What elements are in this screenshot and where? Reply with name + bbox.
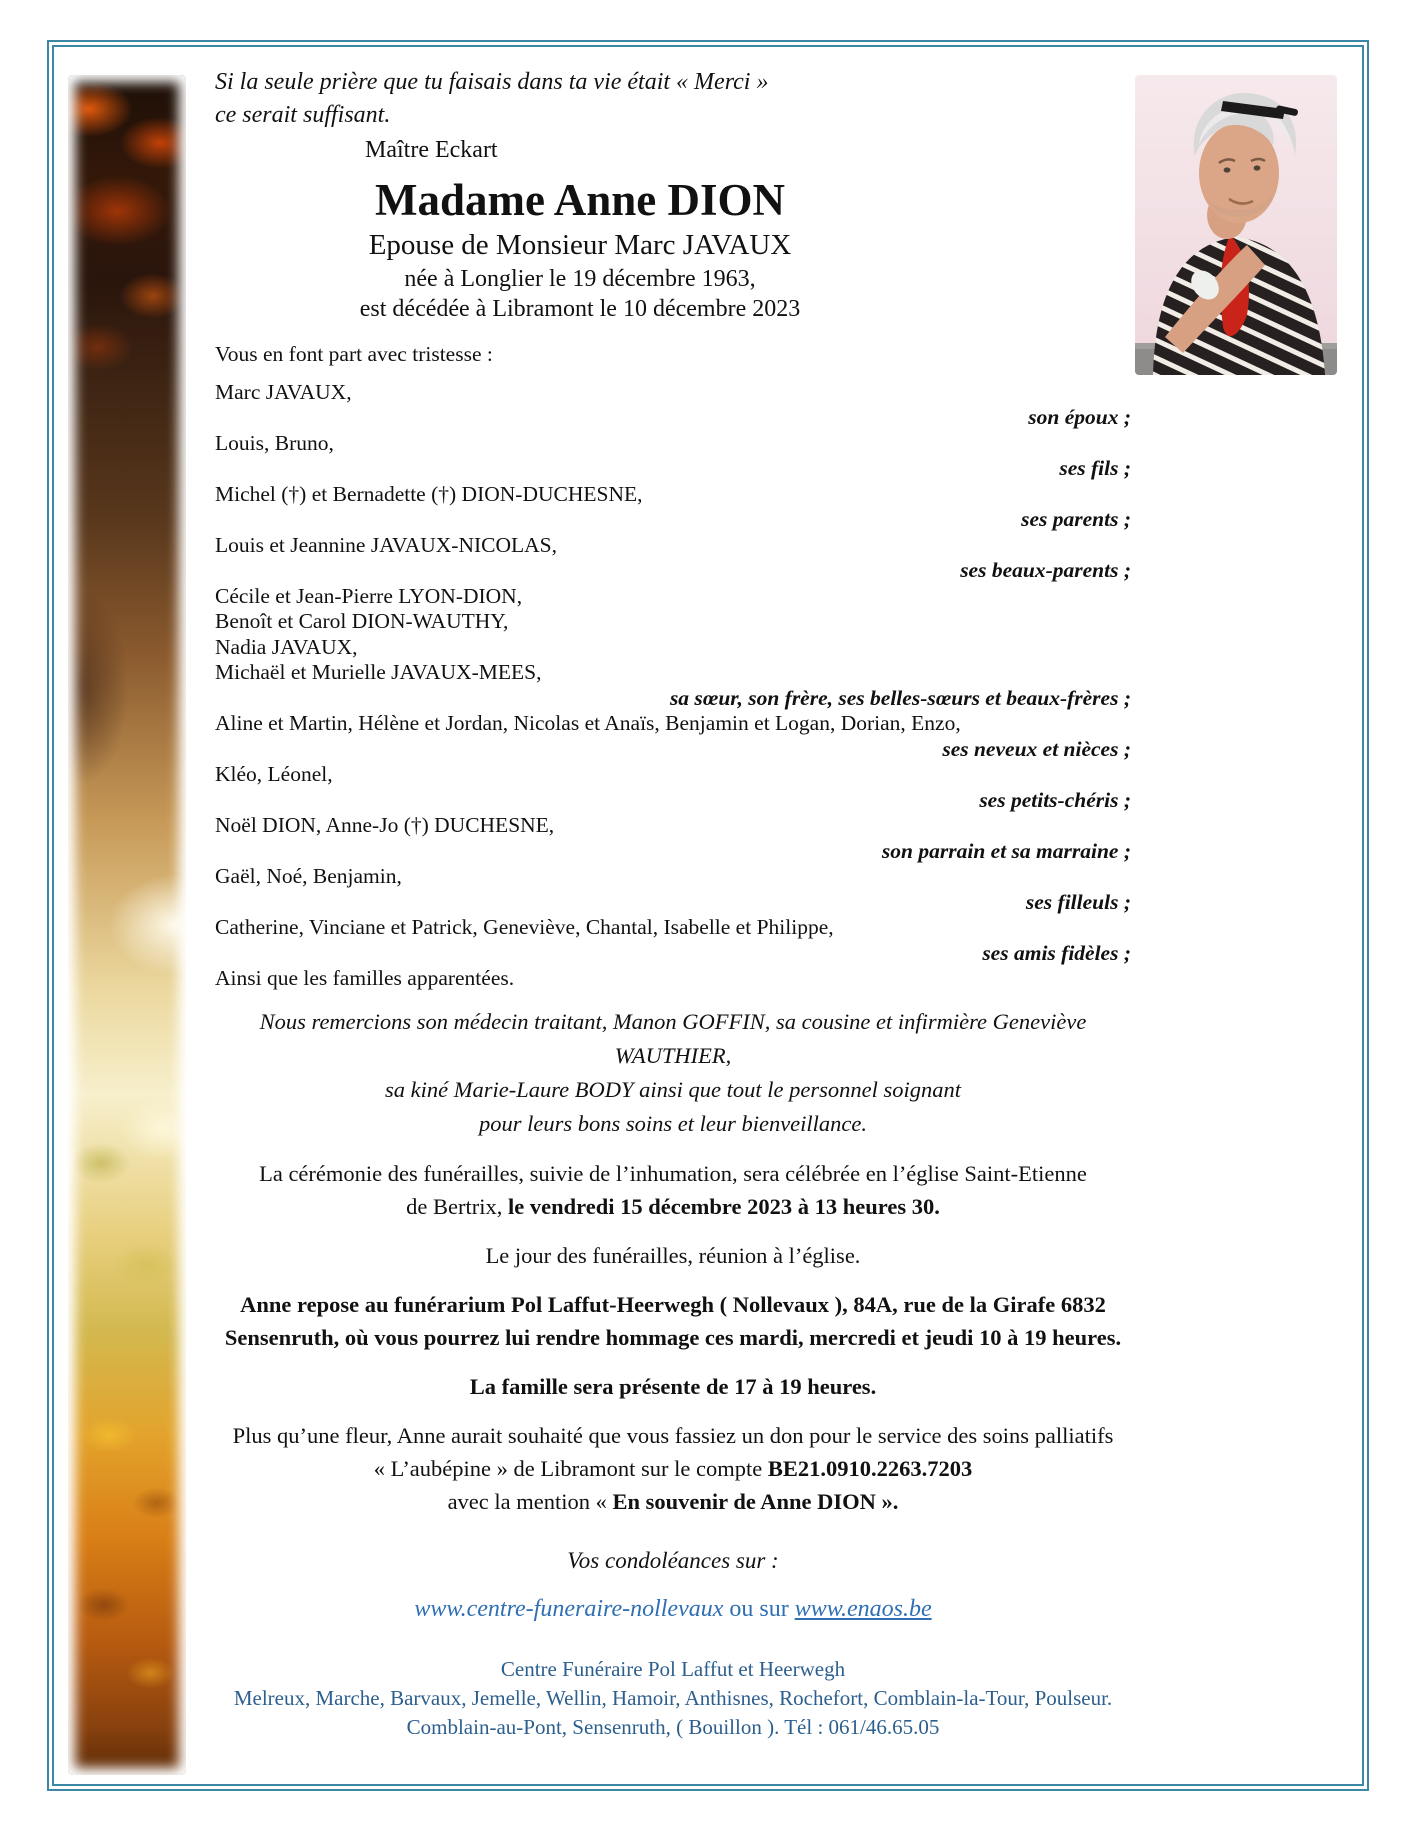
- donation-line-3: [215, 1485, 1131, 1518]
- portrait-photo-graphic: [1135, 75, 1337, 375]
- thanks-line-1: Nous remercions son médecin traitant, Manon GOFFIN, sa cousine et infirmière Geneviève WAUTHIER,: [259, 1008, 1087, 1068]
- family-role: ses amis fidèles ;: [982, 940, 1131, 965]
- reunion-line: Le jour des funérailles, réunion à l’église.: [485, 1242, 861, 1268]
- family-names: Noël DION, Anne-Jo (†) DUCHESNE,: [215, 813, 555, 837]
- ceremony-datetime: le vendredi 15 décembre 2023 à 13 heures 30.: [508, 1193, 940, 1219]
- ceremony-place: de Bertrix,: [406, 1193, 508, 1219]
- donation-line-1: Plus qu’une fleur, Anne aurait souhaité que vous fassiez un don pour le service des soins palliatifs: [232, 1422, 1114, 1448]
- family-names: Benoît et Carol DION-WAUTHY,: [215, 609, 509, 633]
- donation-account-prefix: « L’aubépine » de Libramont sur le compte: [373, 1455, 768, 1481]
- family-names: Aline et Martin, Hélène et Jordan, Nicolas et Anaïs, Benjamin et Logan, Dorian, Enzo,: [215, 711, 961, 735]
- donation-mention: En souvenir de Anne DION ».: [612, 1488, 899, 1514]
- ceremony-line-2: [215, 1190, 1131, 1223]
- family-names: Louis, Bruno,: [215, 430, 334, 455]
- footer-company-name: Centre Funéraire Pol Laffut et Heerwegh: [500, 1656, 846, 1681]
- death-line: est décédée à Libramont le 10 décembre 2023: [359, 296, 801, 322]
- funeral-home-website-link[interactable]: www.centre-funeraire-nollevaux: [414, 1596, 724, 1622]
- family-names: Cécile et Jean-Pierre LYON-DION,: [215, 583, 523, 608]
- autumn-forest-side-image: [68, 75, 186, 1775]
- family-role: son époux ;: [1028, 405, 1131, 429]
- family-role: ses parents ;: [1021, 507, 1131, 531]
- family-role: ses beaux-parents ;: [960, 558, 1131, 582]
- family-names: Michaël et Murielle JAVAUX-MEES,: [215, 660, 542, 684]
- family-role: ses fils ;: [1059, 456, 1131, 480]
- condolence-links: [215, 1597, 1131, 1623]
- ceremony-line-1: La cérémonie des funérailles, suivie de l’inhumation, sera célébrée en l’église Saint-Etienne: [259, 1160, 1087, 1186]
- thanks-paragraph: [215, 1005, 1131, 1141]
- opening-quote: [215, 66, 1131, 132]
- family-role: ses neveux et nièces ;: [942, 736, 1131, 761]
- quote-line-2: ce serait suffisant.: [215, 102, 391, 128]
- donation-mention-prefix: avec la mention «: [447, 1488, 613, 1514]
- spouse-line: Epouse de Monsieur Marc JAVAUX: [368, 229, 792, 261]
- quote-attribution: Maître Eckart: [365, 137, 498, 163]
- family-names: Catherine, Vinciane et Patrick, Geneviève, Chantal, Isabelle et Philippe,: [215, 915, 834, 939]
- donation-line-2: [215, 1452, 1131, 1485]
- link-separator: ou sur: [723, 1596, 795, 1622]
- enaos-website-link[interactable]: www.enaos.be: [794, 1596, 932, 1622]
- thanks-line-3: pour leurs bons soins et leur bienveillance.: [478, 1110, 868, 1136]
- deceased-header: [215, 174, 945, 324]
- footer-locations-line-2: Comblain-au-Pont, Sensenruth, ( Bouillon ). Tél : 061/46.65.05: [406, 1714, 940, 1739]
- family-names: Louis et Jeannine JAVAUX-NICOLAS,: [215, 532, 557, 557]
- family-names: Nadia JAVAUX,: [215, 634, 358, 659]
- ceremony-paragraph: [215, 1157, 1131, 1223]
- funeral-home-footer: [215, 1655, 1131, 1742]
- quote-line-1: Si la seule prière que tu faisais dans ta vie était « Merci »: [215, 69, 769, 95]
- announcement-text: [215, 0, 1131, 1742]
- family-names: Kléo, Léonel,: [215, 762, 333, 786]
- footer-locations-line-1: Melreux, Marche, Barvaux, Jemelle, Wellin, Hamoir, Anthisnes, Rochefort, Comblain-la-Tour, Poulseur.: [233, 1685, 1113, 1710]
- family-role: sa sœur, son frère, ses belles-sœurs et beaux-frères ;: [669, 685, 1131, 710]
- family-names: Marc JAVAUX,: [215, 379, 352, 404]
- family-role: ses filleuls ;: [1025, 889, 1131, 914]
- portrait-photo: [1135, 75, 1337, 375]
- family-names: Gaël, Noé, Benjamin,: [215, 864, 402, 888]
- family-presence-line: La famille sera présente de 17 à 19 heures.: [469, 1373, 877, 1399]
- condolences-label: Vos condoléances sur :: [567, 1547, 779, 1573]
- announcement-intro: Vous en font part avec tristesse :: [215, 342, 493, 366]
- thanks-line-2: sa kiné Marie-Laure BODY ainsi que tout le personnel soignant: [385, 1076, 961, 1102]
- family-list: [215, 380, 1131, 992]
- deceased-name: Madame Anne DION: [374, 175, 785, 225]
- birth-line: née à Longlier le 19 décembre 1963,: [404, 266, 756, 292]
- families-closing-line: Ainsi que les familles apparentées.: [215, 966, 515, 990]
- family-role: son parrain et sa marraine ;: [881, 838, 1131, 863]
- family-names: Michel (†) et Bernadette (†) DION-DUCHESNE,: [215, 481, 643, 506]
- donation-paragraph: [215, 1419, 1131, 1518]
- donation-account-number: BE21.0910.2263.7203: [767, 1455, 973, 1481]
- family-role: ses petits-chéris ;: [979, 787, 1131, 812]
- repose-paragraph: Anne repose au funérarium Pol Laffut-Heerwegh ( Nollevaux ), 84A, rue de la Girafe 6832 Sensenruth, où vous pourrez lui rendre hommage ces mardi, mercredi et jeudi 10 à 19 heures.: [224, 1291, 1122, 1350]
